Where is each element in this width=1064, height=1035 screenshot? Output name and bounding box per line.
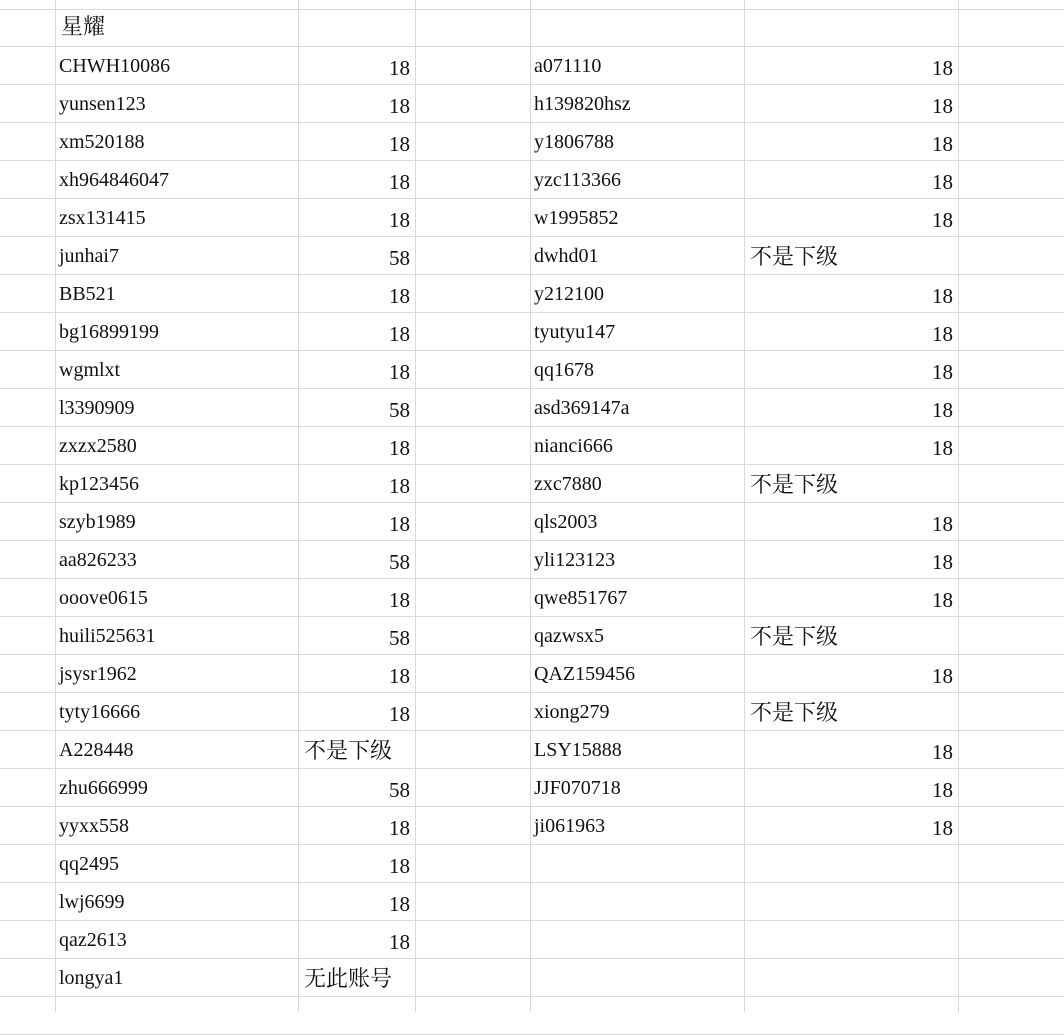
table-row	[0, 389, 1064, 427]
table-row	[0, 541, 1064, 579]
account-cell[interactable]: y1806788	[534, 131, 614, 153]
account-cell[interactable]: qq1678	[534, 359, 594, 381]
table-row	[0, 313, 1064, 351]
value-cell[interactable]: 58	[389, 626, 410, 650]
table-row	[0, 199, 1064, 237]
value-cell[interactable]: 不是下级	[750, 625, 839, 650]
account-cell[interactable]: w1995852	[534, 207, 619, 229]
value-cell[interactable]: 18	[932, 588, 953, 612]
account-cell[interactable]: zxzx2580	[59, 435, 137, 457]
account-cell[interactable]: qaz2613	[59, 929, 127, 951]
value-cell[interactable]	[745, 883, 958, 921]
table-row	[0, 731, 1064, 769]
table-row	[0, 47, 1064, 85]
account-cell[interactable]: nianci666	[534, 435, 613, 457]
account-cell[interactable]: xm520188	[59, 131, 145, 153]
value-cell[interactable]: 18	[932, 132, 953, 156]
account-cell[interactable]: yli123123	[534, 549, 616, 571]
value-cell[interactable]	[745, 959, 958, 997]
account-cell[interactable]: xh964846047	[59, 169, 169, 191]
account-cell[interactable]: y212100	[534, 283, 604, 305]
table-row	[0, 161, 1064, 199]
empty-cell[interactable]	[299, 9, 415, 47]
value-cell[interactable]: 18	[932, 360, 953, 384]
table-row	[0, 85, 1064, 123]
account-cell[interactable]: lwj6699	[59, 891, 125, 913]
table-row	[0, 427, 1064, 465]
value-cell[interactable]: 58	[389, 778, 410, 802]
account-cell[interactable]: tyutyu147	[534, 321, 616, 343]
account-cell[interactable]: A228448	[59, 739, 134, 761]
account-cell[interactable]: yunsen123	[59, 93, 146, 115]
value-cell[interactable]: 不是下级	[750, 701, 839, 726]
value-cell[interactable]: 18	[932, 664, 953, 688]
value-cell[interactable]: 18	[932, 512, 953, 536]
account-cell[interactable]: wgmlxt	[59, 359, 121, 381]
table-row	[0, 655, 1064, 693]
account-cell[interactable]: aa826233	[59, 549, 137, 571]
value-cell[interactable]: 18	[389, 208, 410, 232]
account-cell[interactable]: CHWH10086	[59, 55, 171, 77]
account-cell[interactable]: a071110	[534, 55, 602, 77]
value-cell[interactable]: 18	[932, 398, 953, 422]
empty-cell[interactable]	[745, 9, 958, 47]
header-row	[0, 9, 1064, 47]
account-cell[interactable]: longya1	[59, 967, 124, 989]
value-cell[interactable]	[745, 921, 958, 959]
value-cell[interactable]: 18	[389, 132, 410, 156]
account-cell[interactable]	[531, 883, 744, 921]
table-row	[0, 617, 1064, 655]
account-cell[interactable]	[531, 921, 744, 959]
table-row	[0, 997, 1064, 1035]
account-cell[interactable]	[531, 845, 744, 883]
table-row	[0, 275, 1064, 313]
table-row	[0, 465, 1064, 503]
account-cell[interactable]: szyb1989	[59, 511, 136, 533]
table-row	[0, 959, 1064, 997]
account-cell[interactable]: qls2003	[534, 511, 598, 533]
value-cell[interactable]: 18	[389, 892, 410, 916]
account-cell[interactable]: LSY15888	[534, 739, 622, 761]
account-cell[interactable]: yzc113366	[534, 169, 622, 191]
value-cell[interactable]: 18	[932, 740, 953, 764]
account-cell[interactable]: QAZ159456	[534, 663, 636, 685]
account-cell[interactable]: kp123456	[59, 473, 139, 495]
account-cell[interactable]: asd369147a	[534, 397, 630, 419]
value-cell[interactable]: 18	[389, 322, 410, 346]
value-cell[interactable]: 18	[389, 702, 410, 726]
account-cell[interactable]: yyxx558	[59, 815, 129, 837]
value-cell[interactable]: 18	[932, 208, 953, 232]
account-cell[interactable]: zxc7880	[534, 473, 602, 495]
account-cell[interactable]: huili525631	[59, 625, 156, 647]
value-cell[interactable]: 18	[389, 588, 410, 612]
table-row	[0, 237, 1064, 275]
value-cell[interactable]: 18	[389, 56, 410, 80]
value-cell[interactable]: 18	[389, 284, 410, 308]
value-cell[interactable]: 不是下级	[750, 245, 839, 270]
value-cell[interactable]: 不是下级	[304, 739, 393, 764]
account-cell[interactable]: qq2495	[59, 853, 119, 875]
table-row	[0, 845, 1064, 883]
value-cell[interactable]: 18	[932, 550, 953, 574]
value-cell[interactable]: 18	[932, 436, 953, 460]
table-row	[0, 883, 1064, 921]
value-cell[interactable]: 无此账号	[304, 967, 393, 992]
value-cell[interactable]: 58	[389, 246, 410, 270]
table-row	[0, 693, 1064, 731]
value-cell[interactable]: 18	[932, 56, 953, 80]
value-cell[interactable]: 18	[389, 436, 410, 460]
value-cell[interactable]: 18	[389, 512, 410, 536]
account-cell[interactable]: h139820hsz	[534, 93, 631, 115]
value-cell[interactable]: 18	[389, 170, 410, 194]
value-cell[interactable]: 不是下级	[750, 473, 839, 498]
account-cell[interactable]: zhu666999	[59, 777, 148, 799]
table-row	[0, 123, 1064, 161]
value-cell[interactable]: 18	[389, 664, 410, 688]
value-cell[interactable]: 18	[932, 94, 953, 118]
account-cell[interactable]: l3390909	[59, 397, 135, 419]
value-cell[interactable]: 18	[389, 816, 410, 840]
account-cell[interactable]: qwe851767	[534, 587, 628, 609]
account-cell[interactable]: ji061963	[534, 815, 606, 837]
account-cell[interactable]: junhai7	[59, 245, 119, 267]
value-cell[interactable]: 18	[932, 322, 953, 346]
value-cell[interactable]: 18	[389, 930, 410, 954]
account-cell[interactable]: qazwsx5	[534, 625, 604, 647]
value-cell[interactable]: 18	[932, 778, 953, 802]
value-cell[interactable]: 18	[932, 816, 953, 840]
account-cell[interactable]: tyty16666	[59, 701, 141, 723]
value-cell[interactable]: 58	[389, 550, 410, 574]
account-cell[interactable]: zsx131415	[59, 207, 146, 229]
table-row	[0, 503, 1064, 541]
account-cell[interactable]: xiong279	[534, 701, 610, 723]
account-cell[interactable]: dwhd01	[534, 245, 599, 267]
table-row	[0, 921, 1064, 959]
table-row	[0, 769, 1064, 807]
value-cell[interactable]: 18	[389, 94, 410, 118]
value-cell[interactable]: 58	[389, 398, 410, 422]
value-cell[interactable]: 18	[389, 854, 410, 878]
value-cell[interactable]: 18	[389, 474, 410, 498]
value-cell[interactable]: 18	[389, 360, 410, 384]
value-cell[interactable]	[745, 845, 958, 883]
account-cell[interactable]: bg16899199	[59, 321, 159, 343]
account-cell[interactable]: jsysr1962	[59, 663, 137, 685]
value-cell[interactable]: 18	[932, 170, 953, 194]
table-row	[0, 579, 1064, 617]
value-cell[interactable]: 18	[932, 284, 953, 308]
account-cell[interactable]: BB521	[59, 283, 116, 305]
table-row	[0, 351, 1064, 389]
table-row	[0, 807, 1064, 845]
account-cell[interactable]: ooove0615	[59, 587, 148, 609]
header-cell-title[interactable]: 星耀	[61, 15, 106, 40]
account-cell[interactable]: JJF070718	[534, 777, 621, 799]
empty-cell[interactable]	[531, 9, 744, 47]
account-cell[interactable]	[531, 959, 744, 997]
